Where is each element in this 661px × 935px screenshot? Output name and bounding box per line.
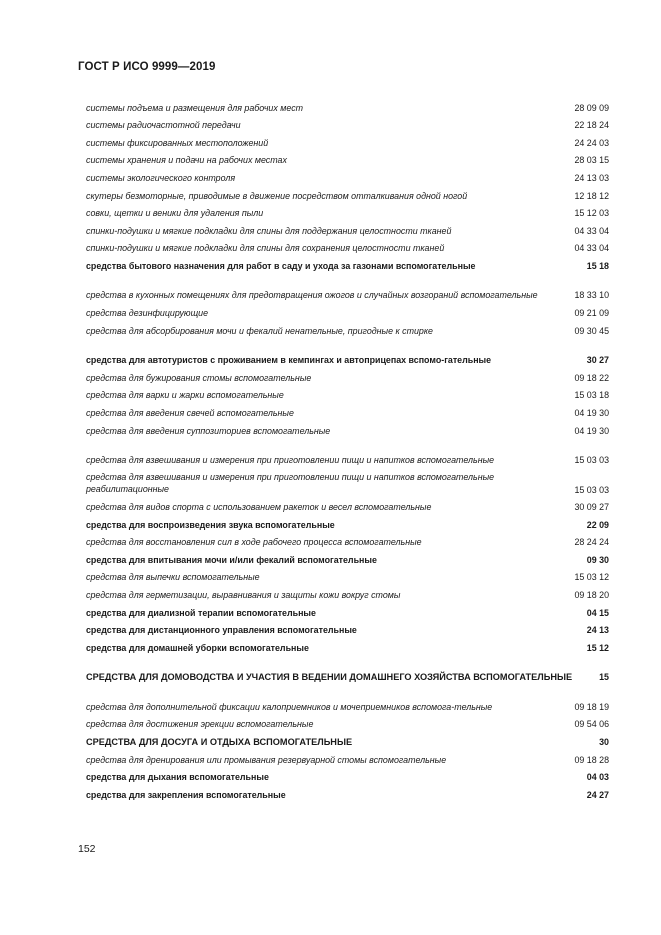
index-entry-code: 09 30 <box>586 554 609 565</box>
index-entry <box>86 419 609 437</box>
index-entry-code: 18 33 10 <box>574 290 609 301</box>
index-entry-term: средства для герметизации, выравнивания и защиты кожи вокруг стомы <box>86 590 401 601</box>
index-entry-code: 04 19 30 <box>574 407 609 418</box>
index-entry <box>86 713 609 731</box>
index-entry-code: 28 24 24 <box>574 537 609 548</box>
index-entry-code: 12 18 12 <box>574 190 609 201</box>
index-entry-term: средства для достижения эрекции вспомогательные <box>86 719 314 730</box>
index-entry-code: 15 03 12 <box>574 572 609 583</box>
index-entry-code: 15 <box>599 672 609 683</box>
index-entry <box>86 466 609 496</box>
index-entry-code: 09 18 28 <box>574 754 609 765</box>
index-entry <box>86 184 609 202</box>
index-entry-term: средства дезинфицирующие <box>86 308 209 319</box>
index-entry-term: СРЕДСТВА ДЛЯ ДОМОВОДСТВА И УЧАСТИЯ В ВЕДЕНИИ ДОМАШНЕГО ХОЗЯЙСТВА ВСПОМОГАТЕЛЬНЫЕ <box>86 672 573 683</box>
index-entry-code: 15 12 03 <box>574 208 609 219</box>
index-entry-term: средства для дистанционного управления вспомогательные <box>86 625 357 636</box>
index-entry-code: 28 09 09 <box>574 102 609 113</box>
index-entry <box>86 496 609 514</box>
document-header: ГОСТ Р ИСО 9999—2019 <box>78 61 216 73</box>
index-entry <box>86 301 609 319</box>
index-entry <box>86 237 609 255</box>
index-entry-code: 04 19 30 <box>574 425 609 436</box>
index-entry-code: 15 12 <box>586 642 609 653</box>
index-entry <box>86 149 609 167</box>
index-entry-term: системы фиксированных местоположений <box>86 137 269 148</box>
index-entry-code: 04 33 04 <box>574 225 609 236</box>
index-entry <box>86 114 609 132</box>
index-entry <box>86 783 609 801</box>
index-entry <box>86 531 609 549</box>
index-entry-code: 09 30 45 <box>574 325 609 336</box>
index-entry <box>86 583 609 601</box>
index-entry-code: 04 03 <box>586 772 609 783</box>
index-entry <box>86 437 609 467</box>
index-entry <box>86 748 609 766</box>
index-entry <box>86 337 609 367</box>
index-entry-code: 09 21 09 <box>574 308 609 319</box>
index-entry <box>86 166 609 184</box>
index-entry-code: 09 18 22 <box>574 372 609 383</box>
index-entry-term: СРЕДСТВА ДЛЯ ДОСУГА И ОТДЫХА ВСПОМОГАТЕЛЬНЫЕ <box>86 737 353 748</box>
index-entry-term: средства для восстановления сил в ходе рабочего процесса вспомогательные <box>86 537 422 548</box>
index-entry-code: 24 24 03 <box>574 137 609 148</box>
index-entry <box>86 766 609 784</box>
index-entry-term: средства для закрепления вспомогательные <box>86 789 286 800</box>
index-entry-term: средства бытового назначения для работ в саду и ухода за газонами вспомогательные <box>86 260 476 271</box>
index-entry-term: средства для дыхания вспомогательные <box>86 772 269 783</box>
index-entry <box>86 272 609 302</box>
index-entry-term: средства для взвешивания и измерения при приготовлении пищи и напитков вспомогательные <box>86 454 495 465</box>
index-entry-code: 04 33 04 <box>574 243 609 254</box>
index-entry <box>86 96 609 114</box>
index-entry-code: 09 18 20 <box>574 590 609 601</box>
index-entry <box>86 401 609 419</box>
index-entry-term: системы подъема и размещения для рабочих мест <box>86 102 304 113</box>
index-entry-code: 24 13 <box>586 625 609 636</box>
index-entry-code: 09 18 19 <box>574 701 609 712</box>
index-entry <box>86 202 609 220</box>
index-entry-code: 30 09 27 <box>574 502 609 513</box>
index-entry <box>86 636 609 654</box>
index-entry-term: средства для диализной терапии вспомогательные <box>86 607 316 618</box>
index-entry <box>86 566 609 584</box>
index-entry <box>86 319 609 337</box>
index-entry-term: средства для видов спорта с использованием ракеток и весел вспомогательные <box>86 502 432 513</box>
index-entry <box>86 683 609 713</box>
index-entry-term: средства для выпечки вспомогательные <box>86 572 260 583</box>
index-entry <box>86 601 609 619</box>
index-entry <box>86 219 609 237</box>
index-entry-term: системы экологического контроля <box>86 172 236 183</box>
index-entry-term: средства для введения суппозиториев вспомогательные <box>86 425 331 436</box>
index-entry-code: 24 13 03 <box>574 172 609 183</box>
index-entry-term: средства для взвешивания и измерения при приготовлении пищи и напитков вспомогательные реабилитационные <box>86 472 495 495</box>
index-entry <box>86 254 609 272</box>
index-entry-term: средства для впитывания мочи и/или фекалий вспомогательные <box>86 554 377 565</box>
index-entry-term: спинки-подушки и мягкие подкладки для спины для сохранения целостности тканей <box>86 243 445 254</box>
index-entry <box>86 548 609 566</box>
index-entry-term: совки, щетки и веники для удаления пыли <box>86 208 264 219</box>
index-entry-code: 24 27 <box>586 789 609 800</box>
index-entry-term: средства для воспроизведения звука вспомогательные <box>86 519 335 530</box>
index-entry-code: 15 03 18 <box>574 390 609 401</box>
index-entry-list <box>86 96 609 801</box>
index-entry <box>86 654 609 684</box>
index-entry-code: 09 54 06 <box>574 719 609 730</box>
index-entry-code: 28 03 15 <box>574 155 609 166</box>
index-entry <box>86 619 609 637</box>
index-entry-term: средства для автотуристов с проживанием в кемпингах и автоприцепах вспомо-гательные <box>86 354 492 365</box>
index-entry-code: 30 <box>599 737 609 748</box>
index-entry-term: средства для варки и жарки вспомогательные <box>86 390 284 401</box>
index-entry-code: 22 18 24 <box>574 120 609 131</box>
index-entry-term: средства для введения свечей вспомогательные <box>86 407 294 418</box>
index-entry-code: 15 18 <box>586 260 609 271</box>
index-entry <box>86 131 609 149</box>
index-entry-term: спинки-подушки и мягкие подкладки для спины для поддержания целостности тканей <box>86 225 452 236</box>
index-entry-term: системы радиочастотной передачи <box>86 120 241 131</box>
page-number: 152 <box>78 843 96 855</box>
index-entry-term: средства для абсорбирования мочи и фекалий ненательные, пригодные к стирке <box>86 325 433 336</box>
index-entry-code: 30 27 <box>586 355 609 366</box>
index-entry-code: 04 15 <box>586 607 609 618</box>
index-entry-code: 15 03 03 <box>574 455 609 465</box>
index-entry-term: скутеры безмоторные, приводимые в движение посредством отталкивания одной ногой <box>86 190 468 201</box>
index-entry <box>86 384 609 402</box>
index-entry <box>86 366 609 384</box>
index-entry-term: средства для дренирования или промывания резервуарной стомы вспомогательные <box>86 754 447 765</box>
index-entry-term: средства для бужирования стомы вспомогательные <box>86 372 312 383</box>
index-entry <box>86 730 609 748</box>
index-entry-term: средства для дополнительной фиксации калоприемников и мочеприемников вспомога-тельные <box>86 701 493 712</box>
index-entry-term: системы хранения и подачи на рабочих местах <box>86 155 287 166</box>
index-entry-code: 15 03 03 <box>574 484 609 495</box>
index-entry-term: средства в кухонных помещениях для предотвращения ожогов и случайных возгораний вспомогательные <box>86 290 538 301</box>
index-entry <box>86 513 609 531</box>
index-entry-code: 22 09 <box>586 519 609 530</box>
index-entry-term: средства для домашней уборки вспомогательные <box>86 642 309 653</box>
